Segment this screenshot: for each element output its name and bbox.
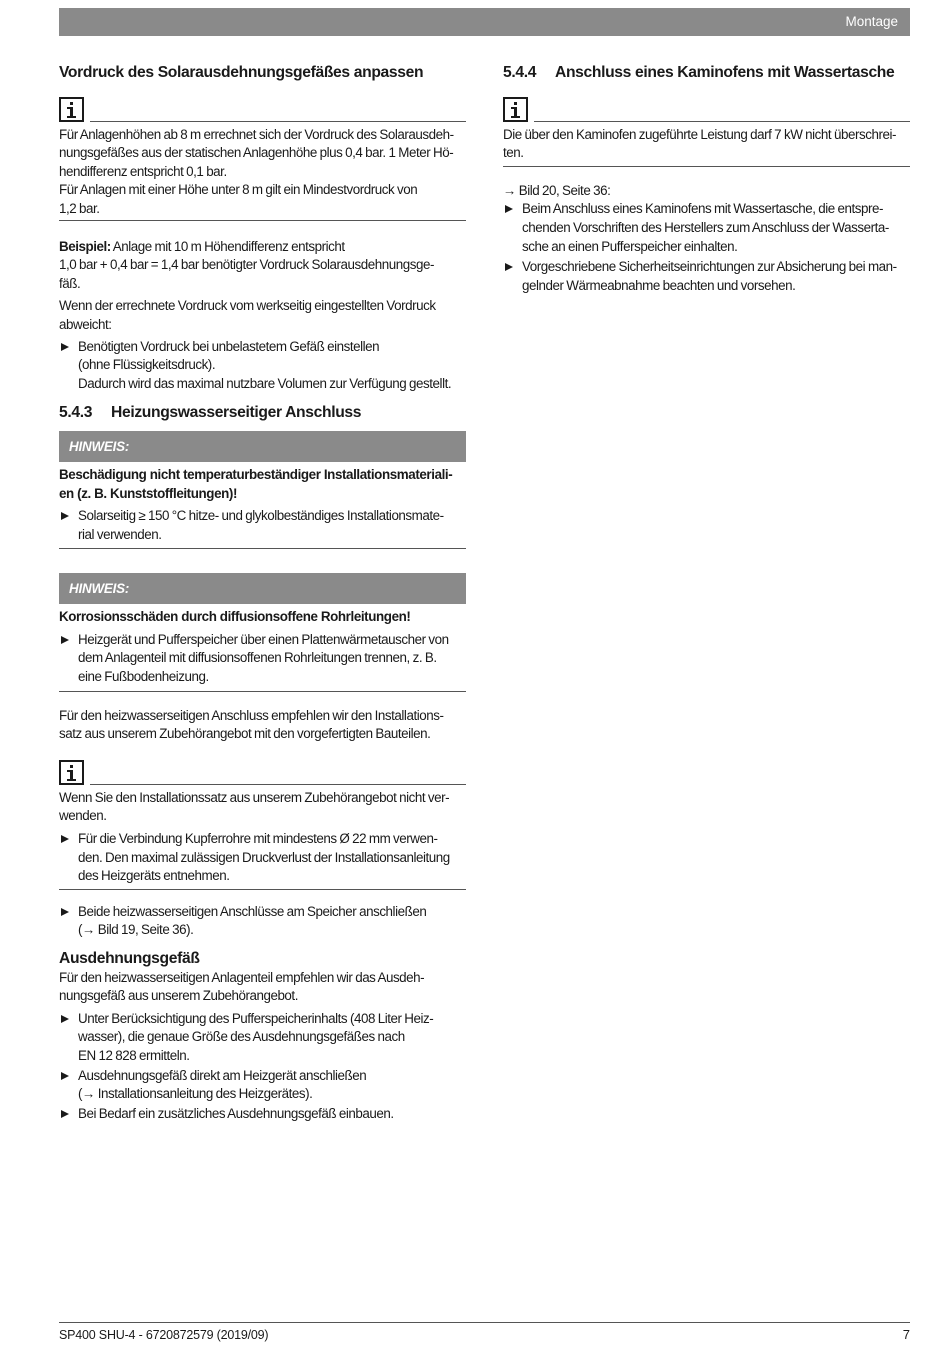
list-item: Unter Berücksichtigung des Pufferspeicherinhalts (408 Liter Heiz- wasser), die genaue Größe des Ausdehnungsgefäßes nach EN 12 828 ermitteln. [59, 1010, 466, 1066]
right-column [503, 64, 910, 295]
info-icon [59, 97, 84, 122]
left-column [59, 64, 466, 1123]
list-item: Bei Bedarf ein zusätzliches Ausdehnungsgefäß einbauen. [59, 1105, 466, 1124]
recommend-paragraph: Für den heizwasserseitigen Anschluss empfehlen wir den Installations- satz aus unserem Zubehörangebot mit den vorgefertigten Bauteilen. [59, 707, 444, 742]
section-544-heading: 5.4.4 Anschluss eines Kaminofens mit Wassertasche [503, 64, 895, 81]
info-box-header [59, 93, 466, 123]
header-bar [59, 8, 910, 36]
connect-bullets [59, 903, 466, 940]
section-title: Montage [845, 14, 898, 29]
notice-title: Korrosionsschäden durch diffusionsoffene Rohrleitungen! [59, 609, 411, 625]
info-box-header [503, 93, 910, 123]
notice-label: HINWEIS: [59, 573, 466, 604]
list-item: Heizgerät und Pufferspeicher über einen Plattenwärmetauscher von dem Anlagenteil mit diffusionsoffenen Rohrleitungen trennen, z. B. eine Fußbodenheizung. [59, 631, 466, 687]
info-icon [503, 97, 528, 122]
footer-divider [59, 1322, 910, 1323]
list-item: Solarseitig ≥ 150 °C hitze- und glykolbeständiges Installationsmate- rial verwenden. [59, 507, 466, 544]
page-number: 7 [902, 1327, 910, 1342]
vordruck-bullets [59, 338, 466, 394]
vordruck-heading: Vordruck des Solarausdehnungsgefäßes anpassen [59, 64, 424, 81]
footer-document-id: SP400 SHU-4 - 6720872579 (2019/09) [59, 1328, 269, 1342]
notice-label: HINWEIS: [59, 431, 466, 462]
info-2-text: Wenn Sie den Installationssatz aus unserem Zubehörangebot nicht ver- wenden. Für die Verbindung Kupferrohre mit mindestens Ø 22 mm verwen- den. Den maximal zulässigen Druckverlust der Installationsanleitung des Heizgeräts entnehmen. [59, 786, 466, 890]
info-icon [59, 760, 84, 785]
list-item: Ausdehnungsgefäß direkt am Heizgerät anschließen (→ Installationsanleitung des Heizgerätes). [59, 1067, 466, 1104]
example-paragraph: Beispiel: Anlage mit 10 m Höhendifferenz entspricht 1,0 bar + 0,4 bar = 1,4 bar benötigter Vordruck Solarausdehnungsge- fäß. [59, 238, 435, 291]
list-item: Beim Anschluss eines Kaminofens mit Wassertasche, die entspre- chenden Vorschriften des Herstellers zum Anschluss der Wasserta- sche an einen Pufferspeicher einhalten. [503, 200, 910, 256]
expansion-bullets [59, 1010, 466, 1124]
expansion-paragraph: Für den heizwasserseitigen Anlagenteil empfehlen wir das Ausdeh- nungsgefäß aus unserem Zubehörangebot. [59, 969, 425, 1004]
example-label: Beispiel: [59, 238, 111, 254]
list-item: Für die Verbindung Kupferrohre mit mindestens Ø 22 mm verwen- den. Den maximal zulässigen Druckverlust der Installationsanleitung des Heizgeräts entnehmen. [59, 830, 466, 886]
figure-reference: → Bild 20, Seite 36: [503, 182, 611, 198]
kaminofen-info-text: Die über den Kaminofen zugeführte Leistung darf 7 kW nicht überschrei- ten. [503, 123, 910, 167]
kaminofen-bullets [503, 200, 910, 295]
info-box-header [59, 756, 466, 786]
notice-2-bullets [59, 631, 466, 692]
expansion-heading: Ausdehnungsgefäß [59, 950, 200, 967]
list-item: Benötigten Vordruck bei unbelastetem Gefäß einstellen (ohne Flüssigkeitsdruck). Dadurch wird das maximal nutzbare Volumen zur Verfügung gestellt. [59, 338, 466, 394]
notice-1-bullets [59, 507, 466, 549]
notice-box-1 [59, 431, 466, 549]
list-item: Vorgeschriebene Sicherheitseinrichtungen zur Absicherung bei man- gelnder Wärmeabnahme beachten und vorsehen. [503, 258, 910, 295]
section-543-heading: 5.4.3 Heizungswasserseitiger Anschluss [59, 404, 362, 422]
list-item: Beide heizwasserseitigen Anschlüsse am Speicher anschließen (→ Bild 19, Seite 36). [59, 903, 466, 940]
condition-paragraph: Wenn der errechnete Vordruck vom werkseitig eingestellten Vordruck abweicht: [59, 298, 436, 332]
notice-title: Beschädigung nicht temperaturbeständiger Installationsmateriali- en (z. B. Kunststoffleitungen)! [59, 466, 453, 501]
notice-box-2 [59, 573, 466, 691]
vordruck-info-text: Für Anlagenhöhen ab 8 m errechnet sich der Vordruck des Solarausdeh- nungsgefäßes aus der statischen Anlagenhöhe plus 0,4 bar. 1 Meter Hö- hendifferenz entspricht 0,1 bar. Für Anlagen mit einer Höhe unter 8 m gilt ein Mindestvordruck von 1,2 bar. [59, 123, 466, 221]
